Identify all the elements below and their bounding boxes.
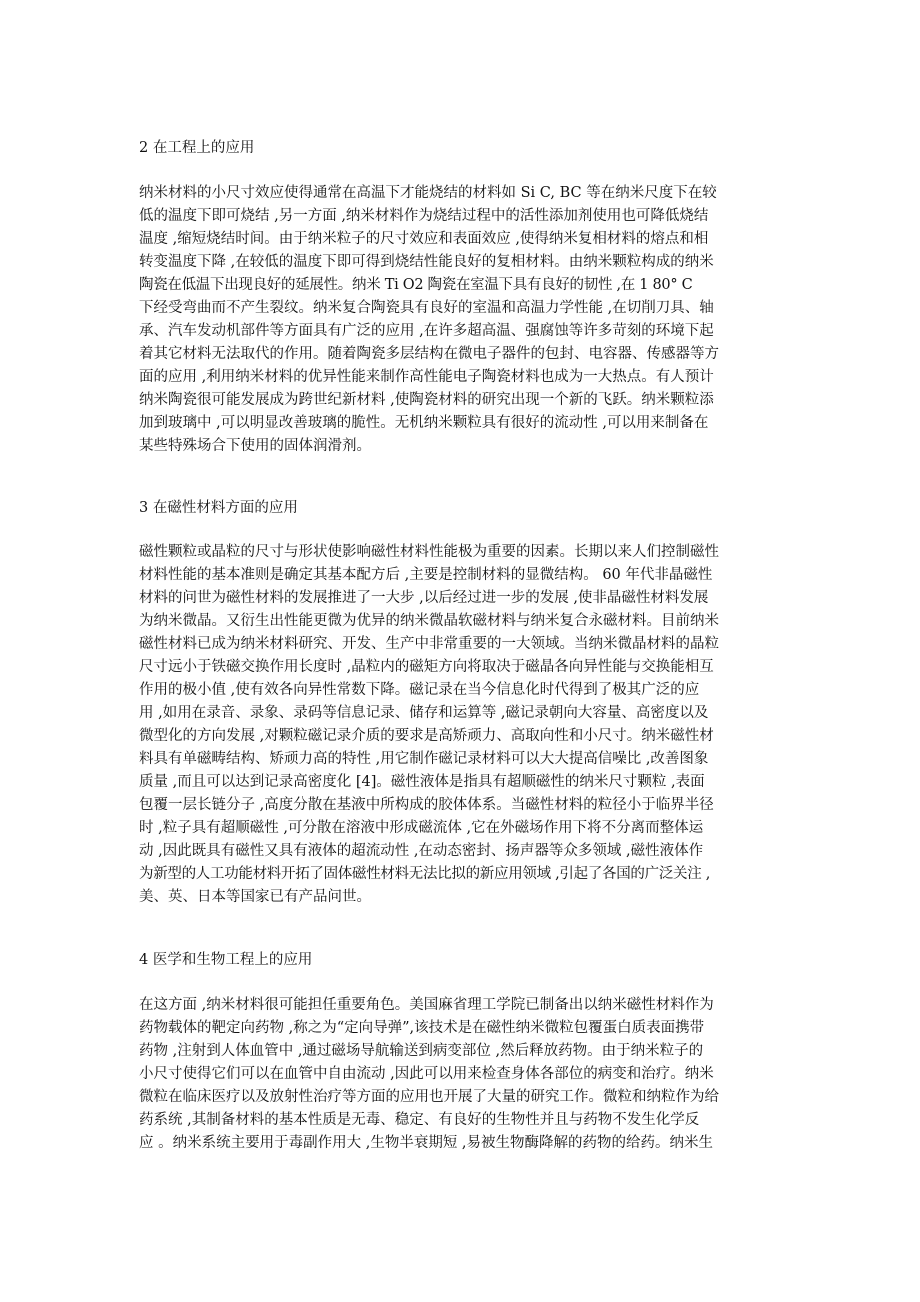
text-line: 小尺寸使得它们可以在血管中自由流动 ,因此可以用来检查身体各部位的病变和治疗。纳米 <box>139 1066 714 1082</box>
text-line: 转变温度下降 ,在较低的温度下即可得到烧结性能良好的复相材料。由纳米颗粒构成的纳米 <box>139 254 714 270</box>
text-line: 用 ,如用在录音、录象、录码等信息记录、储存和运算等 ,磁记录朝向大容量、高密度以及 <box>139 705 709 721</box>
text-line: 美、英、日本等国家已有产品问世。 <box>139 889 371 905</box>
text-line: 温度 ,缩短烧结时间。由于纳米粒子的尺寸效应和表面效应 ,使得纳米复相材料的熔点和相 <box>139 231 709 247</box>
text-line: 应 。纳米系统主要用于毒副作用大 ,生物半衰期短 ,易被生物酶降解的药物的给药。纳米生 <box>139 1135 714 1151</box>
section-paragraph-2 <box>139 182 799 458</box>
text-line: 料具有单磁畴结构、矫顽力高的特性 ,用它制作磁记录材料可以大大提高信噪比 ,改善图象 <box>139 751 709 767</box>
text-line: 作用的极小值 ,使有效各向异性常数下降。磁记录在当今信息化时代得到了极其广泛的应 <box>139 682 700 698</box>
text-line: 材料的问世为磁性材料的发展推进了一大步 ,以后经过进一步的发展 ,使非晶磁性材料发展 <box>139 590 709 606</box>
section-heading-2: 2 在工程上的应用 <box>139 140 255 156</box>
section-heading-4: 4 医学和生物工程上的应用 <box>139 952 313 968</box>
text-line: 承、汽车发动机部件等方面具有广泛的应用 ,在许多超高温、强腐蚀等许多苛刻的环境下起 <box>139 323 714 339</box>
text-line: 低的温度下即可烧结 ,另一方面 ,纳米材料作为烧结过程中的活性添加剂使用也可降低烧结 <box>139 208 709 224</box>
text-line: 时 ,粒子具有超顺磁性 ,可分散在溶液中形成磁流体 ,它在外磁场作用下将不分离而整体运 <box>139 820 704 836</box>
text-line: 磁性颗粒或晶粒的尺寸与形状使影响磁性材料性能极为重要的因素。长期以来人们控制磁性 <box>139 544 719 560</box>
text-line: 在这方面 ,纳米材料很可能担任重要角色。美国麻省理工学院已制备出以纳米磁性材料作为 <box>139 997 714 1013</box>
text-line: 纳米材料的小尺寸效应使得通常在高温下才能烧结的材料如 Si C, BC 等在纳米尺度下在较 <box>139 185 717 201</box>
text-line: 纳米陶瓷很可能发展成为跨世纪新材料 ,使陶瓷材料的研究出现一个新的飞跃。纳米颗粒添 <box>139 392 714 408</box>
text-line: 某些特殊场合下使用的固体润滑剂。 <box>139 438 371 454</box>
section-heading-3: 3 在磁性材料方面的应用 <box>139 500 298 516</box>
text-line: 药系统 ,其制备材料的基本性质是无毒、稳定、有良好的生物性并且与药物不发生化学反 <box>139 1112 700 1128</box>
text-line: 微粒在临床医疗以及放射性治疗等方面的应用也开展了大量的研究工作。微粒和纳粒作为给 <box>139 1089 719 1105</box>
text-line: 着其它材料无法取代的作用。随着陶瓷多层结构在微电子器件的包封、电容器、传感器等方 <box>139 346 719 362</box>
text-line: 下经受弯曲而不产生裂纹。纳米复合陶瓷具有良好的室温和高温力学性能 ,在切削刀具、轴 <box>139 300 714 316</box>
text-line: 质量 ,而且可以达到记录高密度化 [4]。磁性液体是指具有超顺磁性的纳米尺寸颗粒 ,表面 <box>139 774 705 790</box>
text-line: 药物载体的靶定向药物 ,称之为“定向导弹”,该技术是在磁性纳米微粒包覆蛋白质表面携带 <box>139 1020 705 1036</box>
text-line: 面的应用 ,利用纳米材料的优异性能来制作高性能电子陶瓷材料也成为一大热点。有人预计 <box>139 369 714 385</box>
text-line: 磁性材料已成为纳米材料研究、开发、生产中非常重要的一大领域。当纳米微晶材料的晶粒 <box>139 636 719 652</box>
text-line: 微型化的方向发展 ,对颗粒磁记录介质的要求是高矫顽力、高取向性和小尺寸。纳米磁性材 <box>139 728 714 744</box>
text-line: 动 ,因此既具有磁性又具有液体的超流动性 ,在动态密封、扬声器等众多领域 ,磁性液体作 <box>139 843 704 859</box>
text-line: 药物 ,注射到人体血管中 ,通过磁场导航输送到病变部位 ,然后释放药物。由于纳米粒子的 <box>139 1043 704 1059</box>
text-line: 材料性能的基本准则是确定其基本配方后 ,主要是控制材料的显微结构。 60 年代非晶磁性 <box>139 567 713 583</box>
section-paragraph-4 <box>139 994 799 1155</box>
text-line: 为纳米微晶。又衍生出性能更微为优异的纳米微晶软磁材料与纳米复合永磁材料。目前纳米 <box>139 613 719 629</box>
text-line: 陶瓷在低温下出现良好的延展性。纳米 Ti O2 陶瓷在室温下具有良好的韧性 ,在 1 80° C <box>139 277 693 293</box>
text-line: 尺寸远小于铁磁交换作用长度时 ,晶粒内的磁矩方向将取决于磁晶各向异性能与交换能相互 <box>139 659 714 675</box>
text-line: 加到玻璃中 ,可以明显改善玻璃的脆性。无机纳米颗粒具有很好的流动性 ,可以用来制备在 <box>139 415 709 431</box>
text-line: 为新型的人工功能材料开拓了固体磁性材料无法比拟的新应用领域 ,引起了各国的广泛关注 , <box>139 866 711 882</box>
text-line: 包覆一层长链分子 ,高度分散在基液中所构成的胶体体系。当磁性材料的粒径小于临界半径 <box>139 797 714 813</box>
section-paragraph-3 <box>139 541 799 909</box>
